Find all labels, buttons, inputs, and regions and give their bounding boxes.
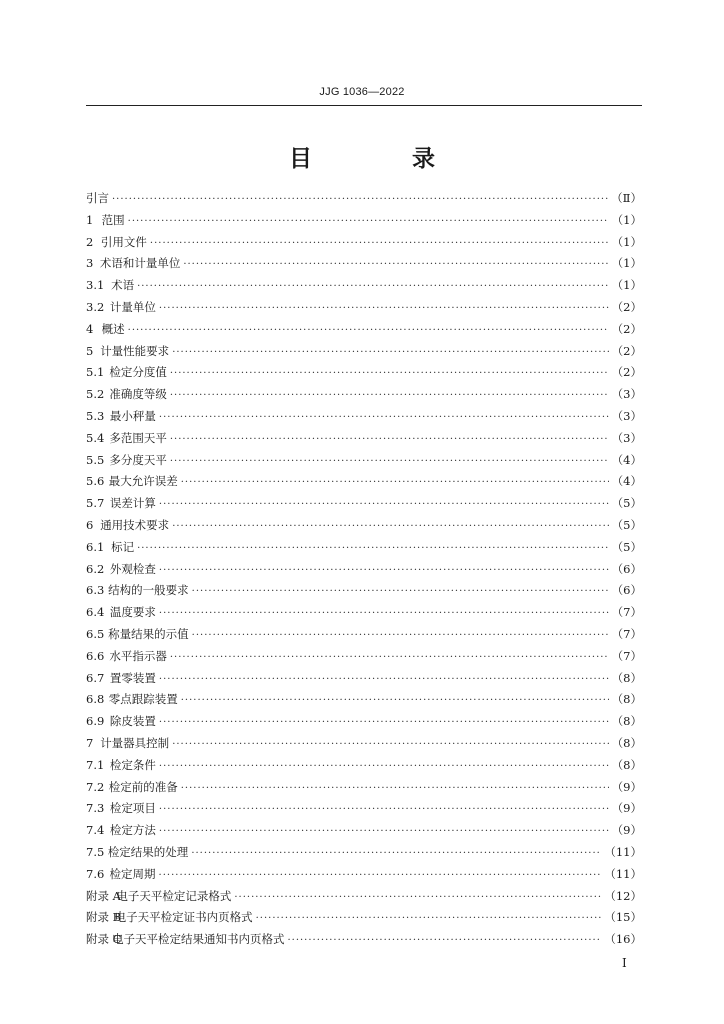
toc-entry-number: 6.8 — [86, 692, 105, 707]
toc-entry-page: （6） — [611, 583, 642, 598]
toc-entry-page: （9） — [611, 801, 642, 816]
toc-entry-label: 范围 — [101, 212, 125, 227]
dot-leader — [159, 717, 609, 728]
toc-entry[interactable] — [86, 626, 642, 648]
toc-entry-page: （7） — [611, 626, 642, 641]
toc-entry-number: 3 — [86, 256, 94, 271]
dot-leader — [128, 216, 609, 227]
toc-entry-page: （Ⅱ） — [611, 191, 642, 205]
toc-entry-number: 7.4 — [86, 823, 105, 838]
toc-entry-page: （1） — [611, 256, 642, 271]
toc-entry-label: 引言 — [86, 191, 109, 205]
toc-entry-label: 外观检查 — [109, 561, 156, 576]
dot-leader — [192, 630, 609, 641]
toc-entry-label: 引用文件 — [100, 234, 147, 249]
toc-entry-number: 6.2 — [86, 561, 105, 576]
toc-entry-number: 5.5 — [86, 452, 105, 467]
dot-leader — [159, 499, 609, 510]
toc-entry-label: 检定项目 — [109, 801, 156, 816]
toc-entry-number: 附录 B — [86, 910, 122, 925]
dot-leader — [170, 434, 609, 445]
dot-leader — [159, 412, 609, 423]
toc-entry-label: 温度要求 — [109, 605, 156, 620]
toc-entry[interactable] — [86, 648, 642, 670]
toc-entry-number: 5.1 — [86, 365, 105, 380]
dot-leader — [181, 695, 609, 706]
toc-entry[interactable] — [86, 713, 642, 735]
toc-entry-label: 多分度天平 — [109, 452, 167, 467]
toc-entry[interactable] — [86, 931, 642, 953]
dot-leader — [159, 608, 609, 619]
toc-entry-number: 6.3 — [86, 583, 105, 598]
toc-entry-page: （2） — [611, 321, 642, 336]
toc-entry-label: 检定结果的处理 — [107, 844, 189, 859]
dot-leader — [287, 935, 601, 946]
toc-entry-label: 检定前的准备 — [108, 779, 178, 794]
dot-leader — [172, 347, 608, 358]
dot-leader — [159, 761, 609, 772]
toc-entry[interactable] — [86, 473, 642, 495]
toc-entry-number: 1 — [86, 212, 94, 227]
toc-entry-number: 5.7 — [86, 496, 105, 511]
toc-entry-label: 电子天平检定记录格式 — [116, 888, 232, 903]
toc-entry-number: 5.2 — [86, 387, 105, 402]
dot-leader — [150, 238, 609, 249]
toc-entry[interactable] — [86, 430, 642, 452]
toc-entry-page: （8） — [611, 692, 642, 707]
toc-entry-label: 概述 — [101, 321, 125, 336]
toc-entry-page: （3） — [611, 387, 642, 402]
toc-entry-label: 检定分度值 — [109, 365, 167, 380]
dot-leader — [183, 259, 608, 270]
toc-entry[interactable] — [86, 212, 642, 234]
toc-entry[interactable] — [86, 779, 642, 801]
toc-entry-page: （5） — [611, 496, 642, 511]
toc-entry-page: （2） — [611, 299, 642, 314]
toc-entry-label: 结构的一般要求 — [108, 583, 189, 598]
toc-entry[interactable] — [86, 452, 642, 474]
toc-entry-page: （7） — [611, 648, 642, 663]
toc-entry-label: 置零装置 — [109, 670, 156, 685]
toc-entry-page: （8） — [611, 735, 642, 750]
dot-leader — [234, 892, 601, 903]
toc-entry-number: 6.9 — [86, 714, 105, 729]
toc-entry-label: 检定周期 — [109, 866, 156, 881]
toc-entry[interactable] — [86, 364, 642, 386]
toc-entry-number: 6.1 — [86, 539, 105, 554]
toc-entry-label: 计量器具控制 — [100, 735, 170, 750]
toc-entry[interactable] — [86, 539, 642, 561]
dot-leader — [159, 674, 609, 685]
toc-entry-number: 5.3 — [86, 408, 105, 423]
toc-entry-page: （3） — [611, 430, 642, 445]
dot-leader — [159, 804, 609, 815]
toc-entry[interactable] — [86, 582, 642, 604]
dot-leader — [128, 325, 609, 336]
toc-entry-number: 附录 A — [86, 888, 121, 903]
toc-entry-number: 4 — [86, 321, 94, 336]
toc-entry-label: 计量单位 — [109, 299, 156, 314]
toc-entry-page: （6） — [611, 561, 642, 576]
toc-entry-page: （8） — [611, 757, 642, 772]
dot-leader — [172, 521, 608, 532]
page-number: I — [622, 956, 627, 970]
toc-entry-number: 6.5 — [86, 626, 105, 641]
toc-entry[interactable] — [86, 691, 642, 713]
toc-entry-number: 5.6 — [86, 474, 105, 489]
toc-entry-number: 5.4 — [86, 430, 105, 445]
toc-entry-label: 最小秤量 — [109, 408, 156, 423]
toc-entry[interactable] — [86, 495, 642, 517]
toc-entry-page: （4） — [611, 452, 642, 467]
toc-entry-page: （4） — [611, 474, 642, 489]
toc-entry-label: 多范围天平 — [109, 430, 167, 445]
toc-entry-page: （15） — [604, 910, 642, 925]
toc-entry-page: （1） — [611, 234, 642, 249]
toc-entry-number: 6 — [86, 517, 94, 532]
toc-entry[interactable] — [86, 321, 642, 343]
toc-entry-page: （16） — [604, 932, 642, 947]
toc-entry-number: 附录 C — [86, 932, 122, 947]
toc-entry[interactable] — [86, 909, 642, 931]
dot-leader — [137, 543, 609, 554]
toc-entry-number: 3.1 — [86, 278, 105, 293]
toc-entry[interactable] — [86, 822, 642, 844]
dot-leader — [256, 913, 602, 924]
toc-entry-label: 电子天平检定结果通知书内页格式 — [111, 932, 285, 947]
toc-entry-page: （2） — [611, 343, 642, 358]
toc-entry-label: 水平指示器 — [109, 648, 167, 663]
dot-leader — [159, 303, 609, 314]
dot-leader — [170, 652, 609, 663]
dot-leader — [181, 477, 609, 488]
toc-entry-page: （9） — [611, 779, 642, 794]
dot-leader — [170, 390, 609, 401]
toc-entry[interactable] — [86, 299, 642, 321]
header-divider — [86, 105, 642, 106]
toc-entry-number: 5 — [86, 343, 94, 358]
toc-entry[interactable] — [86, 386, 642, 408]
toc-entry-page: （1） — [611, 278, 642, 293]
toc-entry-number: 7.1 — [86, 757, 105, 772]
toc-entry[interactable] — [86, 408, 642, 430]
page-title: 目 录 — [288, 146, 481, 172]
dot-leader — [192, 586, 609, 597]
toc-entry-page: （11） — [604, 866, 642, 881]
toc-entry[interactable] — [86, 561, 642, 583]
toc-entry-number: 7 — [86, 735, 94, 750]
toc-entry-number: 6.4 — [86, 605, 105, 620]
toc-entry-page: （8） — [611, 670, 642, 685]
toc-entry-page: （1） — [611, 212, 642, 227]
toc-entry-page: （5） — [611, 517, 642, 532]
toc-entry-label: 通用技术要求 — [100, 517, 170, 532]
toc-entry-label: 术语 — [111, 278, 135, 293]
page-header: JJG 1036—2022 — [319, 86, 405, 98]
toc-entry[interactable] — [86, 670, 642, 692]
toc-entry[interactable] — [86, 800, 642, 822]
toc-entry[interactable] — [86, 255, 642, 277]
dot-leader — [112, 194, 608, 205]
dot-leader — [159, 565, 609, 576]
toc-entry-number: 7.2 — [86, 779, 105, 794]
toc-entry-label: 计量性能要求 — [100, 343, 170, 358]
toc-entry-label: 最大允许误差 — [108, 474, 178, 489]
toc-entry-label: 零点跟踪装置 — [108, 692, 178, 707]
toc-entry[interactable] — [86, 517, 642, 539]
dot-leader — [170, 368, 609, 379]
toc-entry-page: （5） — [611, 539, 642, 554]
toc-entry[interactable] — [86, 234, 642, 256]
toc-entry-number: 2 — [86, 234, 94, 249]
dot-leader — [159, 870, 602, 881]
dot-leader — [191, 848, 601, 859]
toc-entry-page: （3） — [611, 408, 642, 423]
toc-entry-page: （11） — [604, 844, 642, 859]
toc-entry-number: 7.5 — [86, 844, 105, 859]
toc-entry-page: （12） — [604, 888, 642, 903]
toc-entry[interactable] — [86, 888, 642, 910]
toc-entry[interactable] — [86, 866, 642, 888]
dot-leader — [137, 281, 609, 292]
toc-entry-label: 检定方法 — [109, 823, 156, 838]
toc-entry-page: （9） — [611, 823, 642, 838]
toc-entry[interactable] — [86, 604, 642, 626]
dot-leader — [159, 826, 609, 837]
toc-entry-label: 检定条件 — [109, 757, 156, 772]
toc-entry[interactable] — [86, 757, 642, 779]
toc-entry-label: 误差计算 — [109, 496, 156, 511]
toc-entry-label: 准确度等级 — [109, 387, 167, 402]
toc-entry-page: （7） — [611, 605, 642, 620]
toc-entry[interactable] — [86, 190, 642, 212]
toc-entry-number: 6.6 — [86, 648, 105, 663]
toc-entry[interactable] — [86, 844, 642, 866]
dot-leader — [172, 739, 608, 750]
toc-entry-label: 标记 — [111, 539, 135, 554]
dot-leader — [181, 783, 609, 794]
toc-entry[interactable] — [86, 343, 642, 365]
toc-entry-number: 7.3 — [86, 801, 105, 816]
toc-entry-number: 3.2 — [86, 299, 105, 314]
toc-entry-page: （2） — [611, 365, 642, 380]
toc-entry[interactable] — [86, 735, 642, 757]
toc-entry-label: 术语和计量单位 — [99, 256, 181, 271]
toc-entry-label: 除皮装置 — [109, 714, 156, 729]
toc-entry[interactable] — [86, 277, 642, 299]
table-of-contents — [86, 190, 642, 953]
toc-entry-label: 称量结果的示值 — [108, 626, 189, 641]
dot-leader — [170, 456, 609, 467]
toc-entry-label: 电子天平检定证书内页格式 — [114, 910, 253, 925]
toc-entry-number: 7.6 — [86, 866, 105, 881]
toc-entry-page: （8） — [611, 714, 642, 729]
toc-entry-number: 6.7 — [86, 670, 105, 685]
